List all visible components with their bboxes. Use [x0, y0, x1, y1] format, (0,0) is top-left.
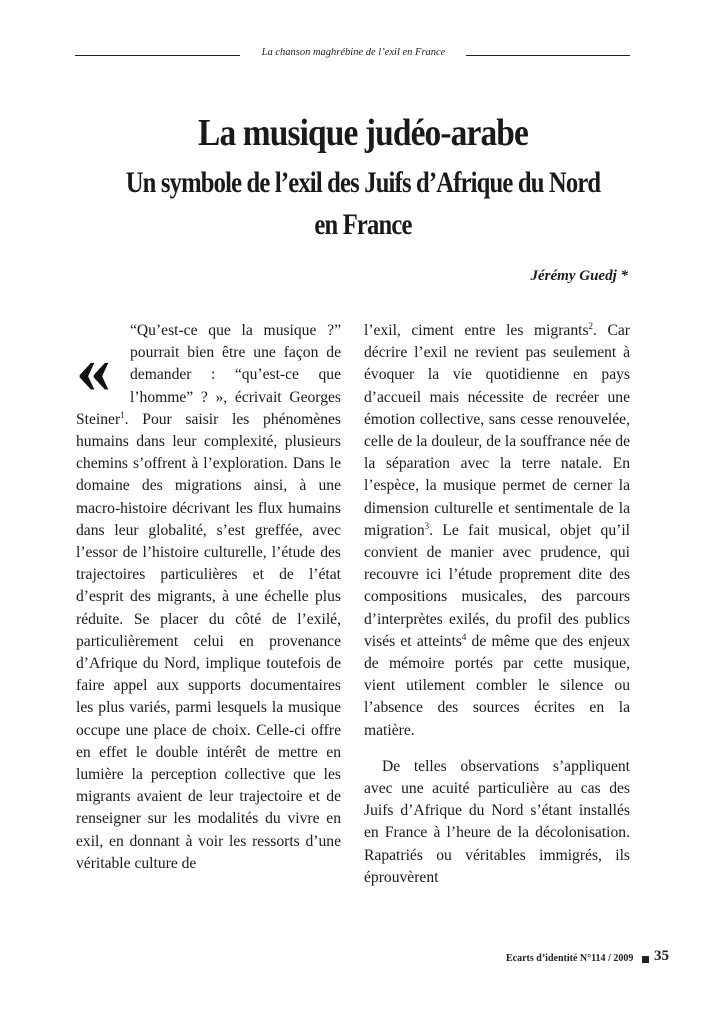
- footnote-ref-3[interactable]: 3: [424, 520, 430, 531]
- header-rule-left: [75, 55, 240, 56]
- footnote-ref-4[interactable]: 4: [461, 631, 467, 642]
- paragraph: De telles observations s’appliquent avec une acuité particulière au cas des Juifs d’Afrique du Nord s’étant installés en France à l’heure de la décolonisation. Rapatriés ou véritables immigrés, ils éprouvèrent: [364, 757, 630, 886]
- paragraph-text: l’exil, ciment entre les migrants: [364, 322, 589, 339]
- running-header-text: La chanson maghrébine de l’exil en France: [261, 47, 446, 58]
- page-number: 35: [654, 948, 669, 964]
- footnote-ref-2[interactable]: 2: [588, 320, 594, 331]
- column-left: [76, 320, 341, 875]
- paragraph-text: de même que des enjeux de mémoire portés par cette musique, vient utilement combler le silence ou l’absence des sources écrites en la matière.: [364, 632, 630, 739]
- article-subtitle-line-2: en France: [314, 208, 412, 241]
- paragraph-text: . Le fait musical, objet qu’il convient de manier avec prudence, qui recouvre ici l’étude proprement dite des compositions musicales, des parcours d’interprètes exilés, du profil des publics visés et atteints: [364, 521, 630, 650]
- running-header: [75, 46, 630, 64]
- paragraph-text: . Car décrire l’exil ne revient pas seulement à évoquer la vie quotidienne en pays d’accueil mais nécessite de recréer une émotion collective, sans cesse renouvelée, celle de la douleur, de la souffrance née de la séparation avec la terre natale. En l’espèce, la musique permet de cerner la dimension culturelle et sentimentale de la migration: [364, 322, 630, 539]
- column-right: [364, 320, 630, 889]
- dropquote-glyph: «: [76, 331, 111, 408]
- paragraph-text: “Qu’est-ce que la musique ?” pourrait bien être une façon de demander : “qu’est-ce que l’homme” ? », écrivait Georges Steiner: [76, 322, 341, 428]
- author-byline: Jérémy Guedj *: [530, 268, 628, 284]
- paragraph-text: . Pour saisir les phénomènes humains dans leur complexité, plusieurs chemins s’offrent à l’exploration. Dans le domaine des migrations ainsi, à une macro-histoire décrivant les flux humains dans leur globalité, s’est greffée, avec l’essor de l’histoire culturelle, l’étude des trajectoires particulières et de l’état d’esprit des migrants, à une échelle plus réduite. Se placer du côté de l’exilé, particulièrement celui en provenance d’Afrique du Nord, implique toutefois de faire appel aux supports documentaires les plus variés, parmi lesquels la musique occupe une place de choix. Celle-ci offre en effet le double intérêt de mettre en lumière la perception collective que les migrants avaient de leur trajectoire et de renseigner sur les modalités du vivre en exil, en donnant à voir les ressorts d’une véritable culture de: [76, 410, 341, 872]
- title-block: [0, 108, 726, 248]
- paragraph: [364, 320, 630, 742]
- header-rule-right: [466, 55, 630, 56]
- paragraph: [76, 320, 341, 875]
- footnote-ref-1[interactable]: 1: [120, 409, 125, 420]
- article-subtitle-line-1: Un symbole de l’exil des Juifs d’Afrique du Nord: [125, 166, 601, 199]
- footer-square-icon: [642, 956, 649, 963]
- article-title: La musique judéo-arabe: [198, 112, 528, 154]
- footer-magazine: Ecarts d’identité N°114 / 2009: [506, 953, 634, 964]
